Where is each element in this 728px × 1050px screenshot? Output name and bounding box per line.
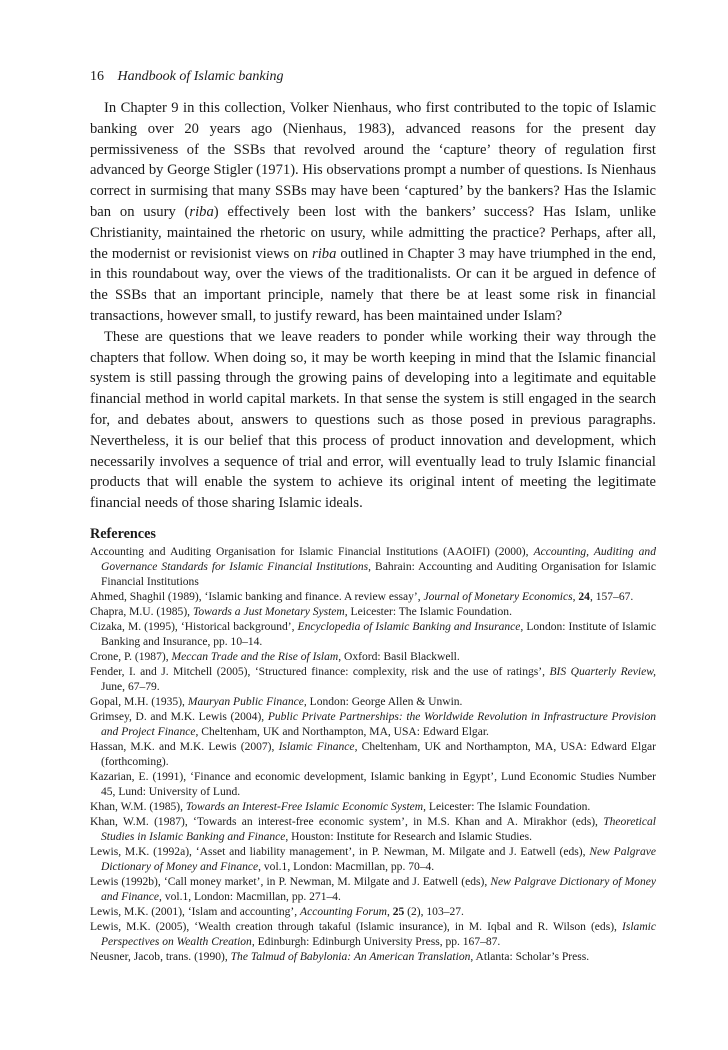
reference-list <box>90 545 656 965</box>
body-text <box>90 98 656 514</box>
references-heading: References <box>90 525 156 542</box>
reference-entry: Neusner, Jacob, trans. (1990), The Talmud of Babylonia: An American Translation, Atlanta: Scholar’s Press. <box>90 950 590 963</box>
emphasis-riba: riba <box>189 203 214 220</box>
page-number: 16 <box>90 69 104 84</box>
reference-entry: Kazarian, E. (1991), ‘Finance and economic development, Islamic banking in Egypt’, Lund Economic Studies Number 45, Lund: University of Lund. <box>90 770 656 798</box>
running-head <box>90 68 656 86</box>
reference-entry: Fender, I. and J. Mitchell (2005), ‘Structured finance: complexity, risk and the use of ratings’, BIS Quarterly Review, June, 67–79. <box>90 665 656 693</box>
reference-entry: Hassan, M.K. and M.K. Lewis (2007), Islamic Finance, Cheltenham, UK and Northampton, MA, USA: Edward Elgar (forthcoming). <box>90 740 656 768</box>
reference-entry: Lewis, M.K. (1992a), ‘Asset and liability management’, in P. Newman, M. Milgate and J. Eatwell (eds), New Palgrave Dictionary of Money and Finance, vol.1, London: Macmillan, pp. 70–4. <box>90 845 656 873</box>
reference-entry: Khan, W.M. (1985), Towards an Interest-Free Islamic Economic System, Leicester: The Islamic Foundation. <box>90 800 591 813</box>
reference-entry: Crone, P. (1987), Meccan Trade and the Rise of Islam, Oxford: Basil Blackwell. <box>90 650 460 663</box>
reference-entry: Ahmed, Shaghil (1989), ‘Islamic banking and finance. A review essay’, Journal of Monetary Economics, 24, 157–67. <box>90 590 634 603</box>
reference-entry: Accounting and Auditing Organisation for Islamic Financial Institutions (AAOIFI) (2000), Accounting, Auditing and Governance Standards for Islamic Financial Institutions, Bahrain: Accounting and Auditing Organisation for Islamic Financial Institutions <box>90 545 656 588</box>
reference-entry: Lewis, M.K. (2005), ‘Wealth creation through takaful (Islamic insurance), in M. Iqbal and R. Wilson (eds), Islamic Perspectives on Wealth Creation, Edinburgh: Edinburgh University Press, pp. 167–87. <box>90 920 656 948</box>
reference-entry: Chapra, M.U. (1985), Towards a Just Monetary System, Leicester: The Islamic Foundation. <box>90 605 512 618</box>
body-paragraph-2: These are questions that we leave readers to ponder while working their way through the chapters that follow. When doing so, it may be worth keeping in mind that the Islamic financial system is still passing through the growing pains of developing into a legitimate and equitable financial method in world capital markets. In that sense the system is still engaged in the search for, and debates about, answers to questions such as those posed in previous paragraphs. Nevertheless, it is our belief that this process of product innovation and development, which necessarily involves a sequence of trial and error, will eventually lead to truly Islamic financial products that will enable the system to achieve its original intent of meeting the legitimate financial needs of those sharing Islamic ideals. <box>90 328 656 512</box>
reference-entry: Khan, W.M. (1987), ‘Towards an interest-free economic system’, in M.S. Khan and A. Mirakhor (eds), Theoretical Studies in Islamic Banking and Finance, Houston: Institute for Research and Islamic Studies. <box>90 815 656 843</box>
body-paragraph-1: In Chapter 9 in this collection, Volker Nienhaus, who first contributed to the topic of Islamic banking over 20 years ago (Nienhaus, 1983), advanced reasons for the present day permissiveness of the SSBs that revolved around the ‘capture’ theory of regulation first advanced by George Stigler (1971). His observations prompt a number of questions. Is Nienhaus correct in surmising that many SSBs may have been ‘captured’ by the bankers? Has the Islamic ban on usury (riba) effectively been lost with the bankers’ success? Has Islam, unlike Christianity, maintained the rhetoric on usury, while admitting the practice? Perhaps, after all, the modernist or revisionist views on riba outlined in Chapter 3 may have triumphed in the end, in this roundabout way, over the views of the traditionalists. Or can it be argued in defence of the SSBs that an important principle, namely that there be at least some risk in financial transactions, however small, to justify reward, has been maintained under Islam? <box>90 100 656 324</box>
emphasis-riba: riba <box>312 245 337 262</box>
reference-entry: Grimsey, D. and M.K. Lewis (2004), Public Private Partnerships: the Worldwide Revolution in Infrastructure Provision and Project Finance, Cheltenham, UK and Northampton, MA, USA: Edward Elgar. <box>90 710 656 738</box>
book-title: Handbook of Islamic banking <box>117 69 284 84</box>
reference-entry: Cizaka, M. (1995), ‘Historical background’, Encyclopedia of Islamic Banking and Insurance, London: Institute of Islamic Banking and Insurance, pp. 10–14. <box>90 620 657 648</box>
reference-entry: Lewis, M.K. (2001), ‘Islam and accounting’, Accounting Forum, 25 (2), 103–27. <box>90 905 464 918</box>
reference-entry: Lewis (1992b), ‘Call money market’, in P. Newman, M. Milgate and J. Eatwell (eds), New Palgrave Dictionary of Money and Finance, vol.1, London: Macmillan, pp. 271–4. <box>90 875 656 903</box>
reference-entry: Gopal, M.H. (1935), Mauryan Public Finance, London: George Allen & Unwin. <box>90 695 463 708</box>
